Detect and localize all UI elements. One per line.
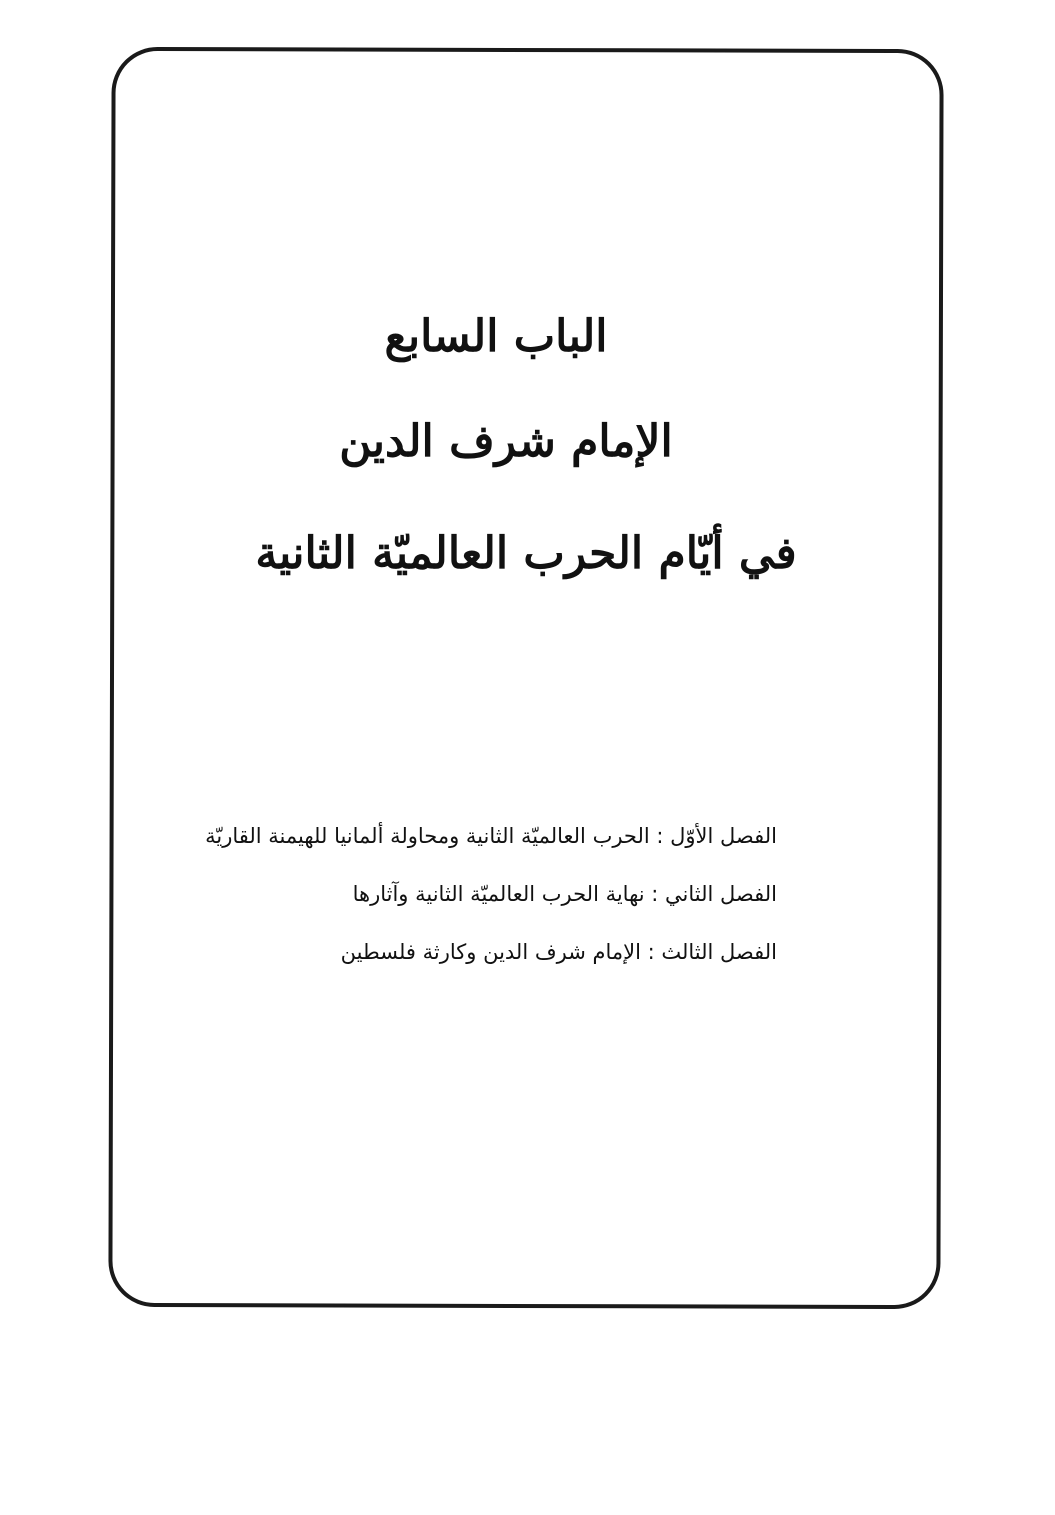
chapter-item-1: الفصل الأوّل : الحرب العالميّة الثانية ومحاولة ألمانيا للهيمنة القاريّة	[205, 824, 777, 848]
chapter-item-2: الفصل الثاني : نهاية الحرب العالميّة الثانية وآثارها	[352, 882, 777, 906]
part-title-line-3: في أيّام الحرب العالميّة الثانية	[255, 528, 797, 579]
chapter-item-3: الفصل الثالث : الإمام شرف الدين وكارثة فلسطين	[340, 940, 777, 964]
page-border-frame	[108, 47, 943, 1309]
part-title-line-2: الإمام شرف الدين	[339, 416, 673, 467]
chapter-list	[137, 826, 777, 1000]
part-title-line-1: الباب السابع	[384, 311, 608, 362]
